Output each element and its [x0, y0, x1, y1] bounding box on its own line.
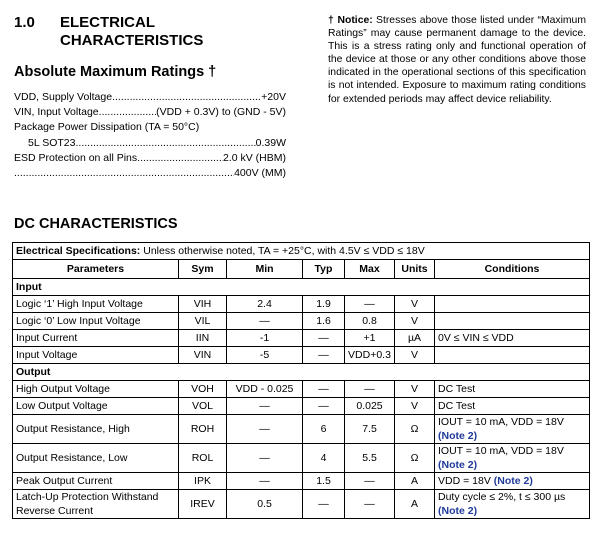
notice-label: † Notice: — [328, 15, 373, 26]
notice-text: Stresses above those listed under “Maximum Ratings” may cause permanent damage to the device. This is a stress rating only and functional operation of the device at those or any other conditions above those indicated in the operational sections of this specification is not intended. Exposure to maximum rating conditions for extended periods may affect device reliability. — [328, 15, 586, 105]
units-cell: V — [395, 381, 435, 398]
typ-cell: — — [303, 398, 345, 415]
notice-paragraph — [328, 14, 586, 106]
table-row — [13, 296, 590, 313]
sym-cell: VIN — [179, 347, 227, 364]
group-label-output: Output — [13, 364, 590, 381]
amr-label: VDD, Supply Voltage — [14, 91, 113, 103]
amr-row-esd — [14, 151, 286, 166]
amr-value: 400V (MM) — [234, 167, 286, 180]
units-cell: A — [395, 473, 435, 490]
units-cell: V — [395, 347, 435, 364]
min-cell: VDD - 0.025 — [227, 381, 303, 398]
typ-cell: — — [303, 330, 345, 347]
section-number: 1.0 — [14, 14, 35, 31]
units-cell: Ω — [395, 415, 435, 444]
amr-row-vin — [14, 105, 286, 120]
sym-cell: IPK — [179, 473, 227, 490]
note-link[interactable]: (Note 2) — [438, 459, 478, 471]
table-row — [13, 347, 590, 364]
min-cell: — — [227, 415, 303, 444]
param-cell: High Output Voltage — [13, 381, 179, 398]
amr-row-vdd — [14, 90, 286, 105]
units-cell: µA — [395, 330, 435, 347]
cond-text: IOUT = 10 mA, VDD = 18V — [438, 416, 564, 428]
table-row — [13, 381, 590, 398]
cond-cell — [435, 444, 590, 473]
min-cell: — — [227, 444, 303, 473]
max-cell: 0.8 — [345, 313, 395, 330]
spec-cell — [13, 243, 590, 260]
units-cell: V — [395, 296, 435, 313]
typ-cell: 4 — [303, 444, 345, 473]
cond-cell: DC Test — [435, 381, 590, 398]
cond-cell — [435, 490, 590, 519]
amr-value: 2.0 kV (HBM) — [222, 151, 286, 164]
units-cell: V — [395, 398, 435, 415]
min-cell: — — [227, 313, 303, 330]
sym-cell: VOH — [179, 381, 227, 398]
max-cell: — — [345, 490, 395, 519]
table-row — [13, 444, 590, 473]
sym-cell: IIN — [179, 330, 227, 347]
cond-cell — [435, 415, 590, 444]
cond-cell: DC Test — [435, 398, 590, 415]
col-sym: Sym — [179, 260, 227, 279]
table-row — [13, 490, 590, 519]
col-min: Min — [227, 260, 303, 279]
param-cell: Logic ‘0’ Low Input Voltage — [13, 313, 179, 330]
cond-text: Duty cycle ≤ 2%, t ≤ 300 µs — [438, 491, 566, 503]
min-cell: — — [227, 473, 303, 490]
cond-cell — [435, 473, 590, 490]
amr-label: VIN, Input Voltage — [14, 106, 99, 119]
section-title-line1: ELECTRICAL — [60, 14, 155, 31]
param-cell: Latch-Up Protection Withstand Reverse Current — [13, 490, 179, 519]
col-parameters: Parameters — [13, 260, 179, 279]
units-cell: Ω — [395, 444, 435, 473]
min-cell: -5 — [227, 347, 303, 364]
param-cell: Logic ‘1’ High Input Voltage — [13, 296, 179, 313]
max-cell: 0.025 — [345, 398, 395, 415]
amr-row-esd-mm — [14, 166, 286, 181]
sym-cell: ROH — [179, 415, 227, 444]
col-typ: Typ — [303, 260, 345, 279]
amr-value: 0.39W — [255, 136, 286, 149]
amr-label: 5L SOT23 — [28, 136, 76, 149]
note-link[interactable]: (Note 2) — [493, 475, 533, 487]
typ-cell: 1.6 — [303, 313, 345, 330]
max-cell: VDD+0.3 — [345, 347, 395, 364]
cond-cell — [435, 296, 590, 313]
sym-cell: ROL — [179, 444, 227, 473]
cond-cell: 0V ≤ VIN ≤ VDD — [435, 330, 590, 347]
cond-cell — [435, 313, 590, 330]
table-row — [13, 330, 590, 347]
col-max: Max — [345, 260, 395, 279]
min-cell: -1 — [227, 330, 303, 347]
table-row — [13, 415, 590, 444]
section-title-line2: CHARACTERISTICS — [60, 32, 204, 49]
absolute-max-list — [14, 90, 286, 181]
param-cell: Peak Output Current — [13, 473, 179, 490]
amr-value: +20V — [261, 91, 286, 103]
sym-cell: VIL — [179, 313, 227, 330]
absolute-max-title: Absolute Maximum Ratings † — [14, 64, 217, 80]
amr-label: ESD Protection on all Pins — [14, 151, 138, 164]
max-cell: — — [345, 473, 395, 490]
amr-row-sot23 — [14, 136, 286, 151]
param-cell: Output Resistance, Low — [13, 444, 179, 473]
spec-label: Electrical Specifications: — [16, 245, 141, 257]
col-conditions: Conditions — [435, 260, 590, 279]
cond-text: IOUT = 10 mA, VDD = 18V — [438, 445, 564, 457]
table-row — [13, 313, 590, 330]
typ-cell: 1.9 — [303, 296, 345, 313]
max-cell: — — [345, 381, 395, 398]
group-row-output — [13, 364, 590, 381]
min-cell: 0.5 — [227, 490, 303, 519]
max-cell: 7.5 — [345, 415, 395, 444]
spec-row — [13, 243, 590, 260]
max-cell: 5.5 — [345, 444, 395, 473]
typ-cell: 6 — [303, 415, 345, 444]
typ-cell: — — [303, 347, 345, 364]
min-cell: 2.4 — [227, 296, 303, 313]
param-cell: Input Current — [13, 330, 179, 347]
max-cell: — — [345, 296, 395, 313]
max-cell: +1 — [345, 330, 395, 347]
sym-cell: IREV — [179, 490, 227, 519]
spec-text: Unless otherwise noted, TA = +25°C, with 4.5V ≤ VDD ≤ 18V — [140, 245, 425, 257]
group-row-input — [13, 279, 590, 296]
amr-value: (VDD + 0.3V) to (GND - 5V) — [156, 106, 286, 119]
typ-cell: — — [303, 490, 345, 519]
cond-text: VDD = 18V — [438, 475, 491, 487]
param-cell: Low Output Voltage — [13, 398, 179, 415]
note-link[interactable]: (Note 2) — [438, 430, 478, 442]
sym-cell: VIH — [179, 296, 227, 313]
dc-characteristics-title: DC CHARACTERISTICS — [14, 216, 178, 232]
group-label-input: Input — [13, 279, 590, 296]
sym-cell: VOL — [179, 398, 227, 415]
param-cell: Input Voltage — [13, 347, 179, 364]
table-row — [13, 398, 590, 415]
note-link[interactable]: (Note 2) — [438, 505, 478, 517]
dc-characteristics-table — [12, 242, 590, 519]
col-units: Units — [395, 260, 435, 279]
amr-row-power — [14, 120, 286, 135]
section-title — [60, 14, 203, 50]
param-cell: Output Resistance, High — [13, 415, 179, 444]
column-headers — [13, 260, 590, 279]
cond-cell — [435, 347, 590, 364]
typ-cell: — — [303, 381, 345, 398]
min-cell: — — [227, 398, 303, 415]
table-row — [13, 473, 590, 490]
units-cell: A — [395, 490, 435, 519]
amr-label: Package Power Dissipation (TA = 50°C) — [14, 121, 200, 134]
typ-cell: 1.5 — [303, 473, 345, 490]
units-cell: V — [395, 313, 435, 330]
